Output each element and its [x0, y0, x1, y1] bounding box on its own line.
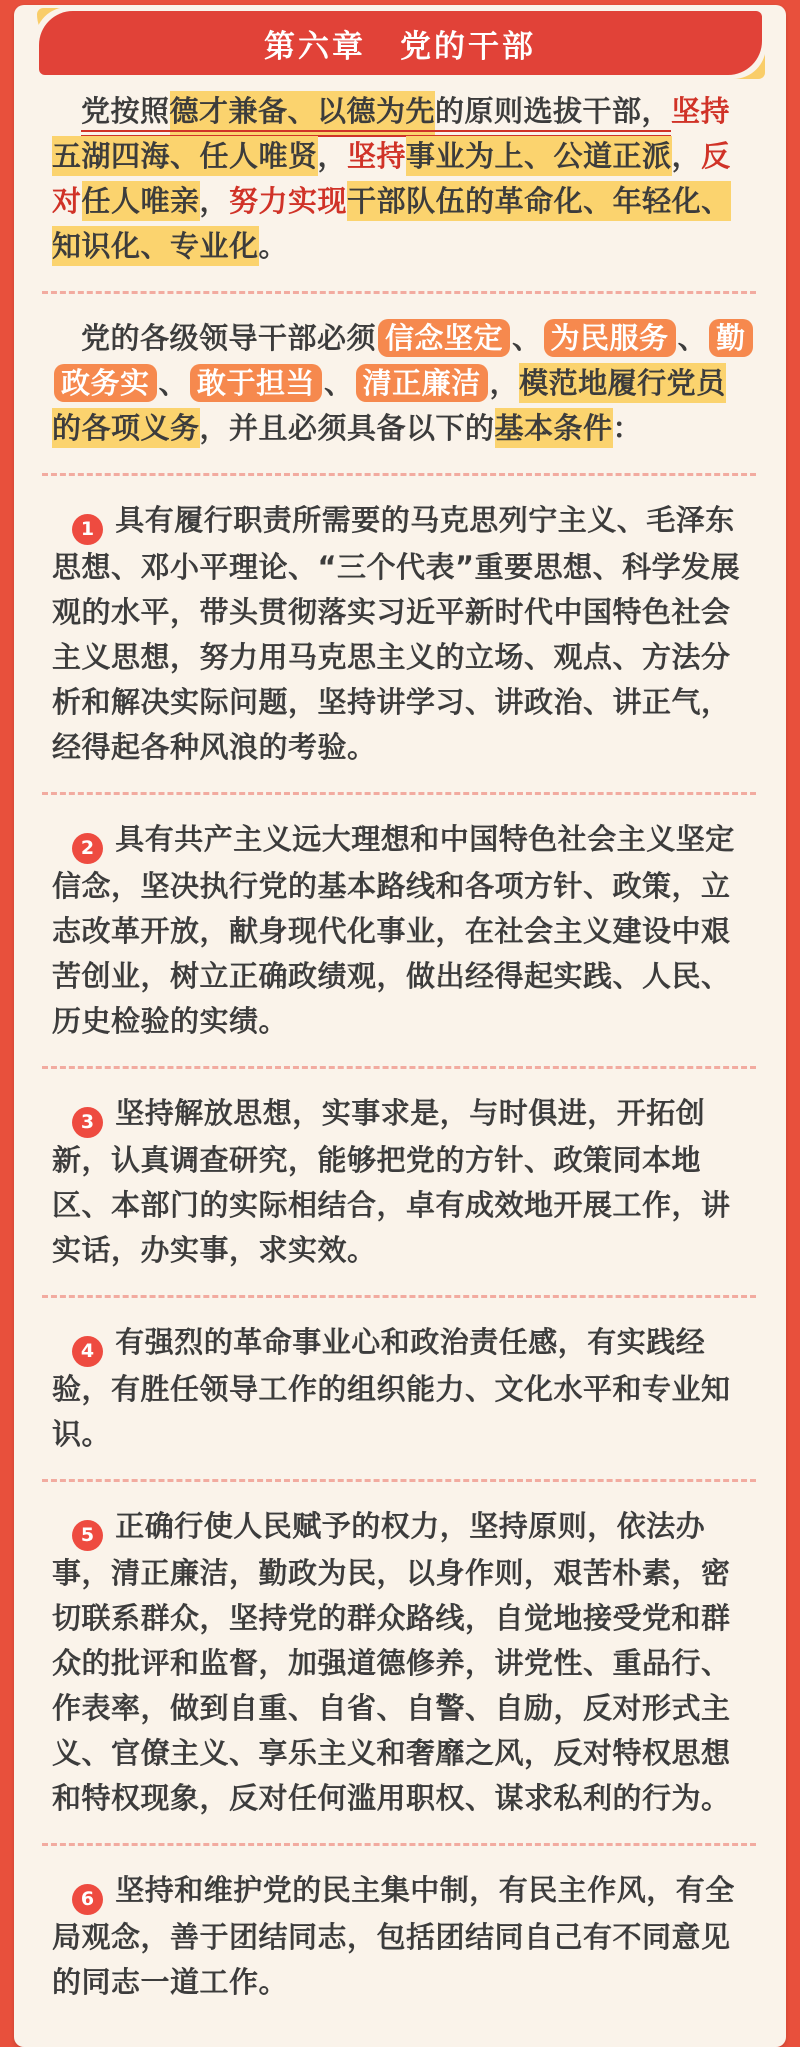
- text-segment-y: 事业为上、公道正派: [406, 136, 672, 176]
- text-segment-r: 坚持: [347, 139, 407, 173]
- text-segment-p: 的原则选拔干部，: [435, 94, 671, 137]
- condition-item-6: [52, 1868, 746, 2005]
- text-segment-p: ，: [671, 139, 702, 173]
- text-segment-p: 党按照: [81, 94, 170, 137]
- item-text: 坚持解放思想，实事求是，与时俱进，开拓创新，认真调查研究，能够把党的方针、政策同本地区、本部门的实际相结合，卓有成效地开展工作，讲实话，办实事，求实效。: [52, 1096, 731, 1267]
- dashed-divider: [42, 473, 756, 476]
- item-number-badge: 1: [72, 514, 103, 545]
- text-segment-p: ，并且必须具备以下的: [199, 411, 495, 445]
- condition-item-3: [52, 1091, 746, 1273]
- intro-paragraph-2: [52, 316, 746, 451]
- dashed-divider: [42, 1843, 756, 1846]
- text-segment-p: ，: [199, 184, 230, 218]
- item-text: 具有共产主义远大理想和中国特色社会主义坚定信念，坚决执行党的基本路线和各项方针、政策，立志改革开放，献身现代化事业，在社会主义建设中艰苦创业，树立正确政绩观，做出经得起实践、人民、历史检验的实绩。: [52, 822, 735, 1038]
- text-segment-o: 清正廉洁: [356, 364, 488, 402]
- text-segment-p: 。: [258, 229, 289, 263]
- text-segment-o: 勤政务实: [54, 319, 753, 402]
- text-segment-r: 反对: [52, 139, 731, 218]
- content-card: [14, 5, 786, 2047]
- text-segment-p: ：: [612, 411, 643, 445]
- item-number-badge: 2: [72, 833, 103, 864]
- condition-item-2: [52, 817, 746, 1044]
- item-text: 正确行使人民赋予的权力，坚持原则，依法办事，清正廉洁，勤政为民，以身作则，艰苦朴素，密切联系群众，坚持党的群众路线，自觉地接受党和群众的批评和监督，加强道德修养，讲党性、重品行、作表率，做到自重、自省、自警、自励，反对形式主义、官僚主义、享乐主义和奢靡之风，反对特权思想和特权现象，反对任何滥用职权、谋求私利的行为。: [52, 1509, 731, 1815]
- chapter-banner: [14, 5, 786, 75]
- chapter-title: 第六章 党的干部: [264, 28, 536, 65]
- item-text: 具有履行职责所需要的马克思列宁主义、毛泽东思想、邓小平理论、“三个代表”重要思想、科学发展观的水平，带头贯彻落实习近平新时代中国特色社会主义思想，努力用马克思主义的立场、观点、方法分析和解决实际问题，坚持讲学习、讲政治、讲正气，经得起各种风浪的考验。: [52, 503, 741, 764]
- text-segment-y: 德才兼备、以德为先: [170, 91, 436, 137]
- text-segment-o: 信念坚定: [378, 319, 510, 357]
- text-segment-p: 、: [324, 366, 354, 400]
- text-segment-p: 党的各级领导干部必须: [81, 321, 377, 355]
- text-segment-o: 敢于担当: [190, 364, 322, 402]
- item-number-badge: 5: [72, 1520, 103, 1551]
- text-segment-y: 五湖四海、任人唯贤: [52, 136, 318, 176]
- text-segment-r: 努力实现: [229, 184, 348, 218]
- text-segment-y: 模范地履行党员的各项义务: [52, 363, 726, 448]
- text-segment-o: 为民服务: [544, 319, 676, 357]
- text-segment-p: 、: [158, 366, 189, 400]
- condition-item-1: [52, 498, 746, 770]
- item-number-badge: 6: [72, 1884, 103, 1915]
- dashed-divider: [42, 291, 756, 294]
- text-segment-y: 干部队伍的革命化、年轻化、知识化、专业化: [52, 181, 731, 266]
- dashed-divider: [42, 1066, 756, 1069]
- text-segment-p: 、: [512, 321, 542, 355]
- text-segment-p: ，: [489, 366, 520, 400]
- intro-paragraph-1: [52, 89, 746, 269]
- item-number-badge: 3: [72, 1107, 103, 1138]
- dashed-divider: [42, 1479, 756, 1482]
- condition-item-5: [52, 1504, 746, 1821]
- condition-item-4: [52, 1320, 746, 1457]
- item-text: 有强烈的革命事业心和政治责任感，有实践经验，有胜任领导工作的组织能力、文化水平和专业知识。: [52, 1325, 731, 1451]
- chapter-title-banner: [39, 11, 762, 75]
- page: [0, 5, 800, 2047]
- dashed-divider: [42, 792, 756, 795]
- document-body: [14, 75, 786, 2047]
- item-number-badge: 4: [72, 1336, 103, 1367]
- text-segment-p: 、: [677, 321, 708, 355]
- text-segment-y: 基本条件: [495, 408, 613, 448]
- text-segment-r: 坚持: [671, 94, 731, 128]
- item-text: 坚持和维护党的民主集中制，有民主作风，有全局观念，善于团结同志，包括团结同自己有不同意见的同志一道工作。: [52, 1873, 735, 1999]
- dashed-divider: [42, 1295, 756, 1298]
- text-segment-p: ，: [317, 139, 348, 173]
- text-segment-y: 任人唯亲: [82, 181, 200, 221]
